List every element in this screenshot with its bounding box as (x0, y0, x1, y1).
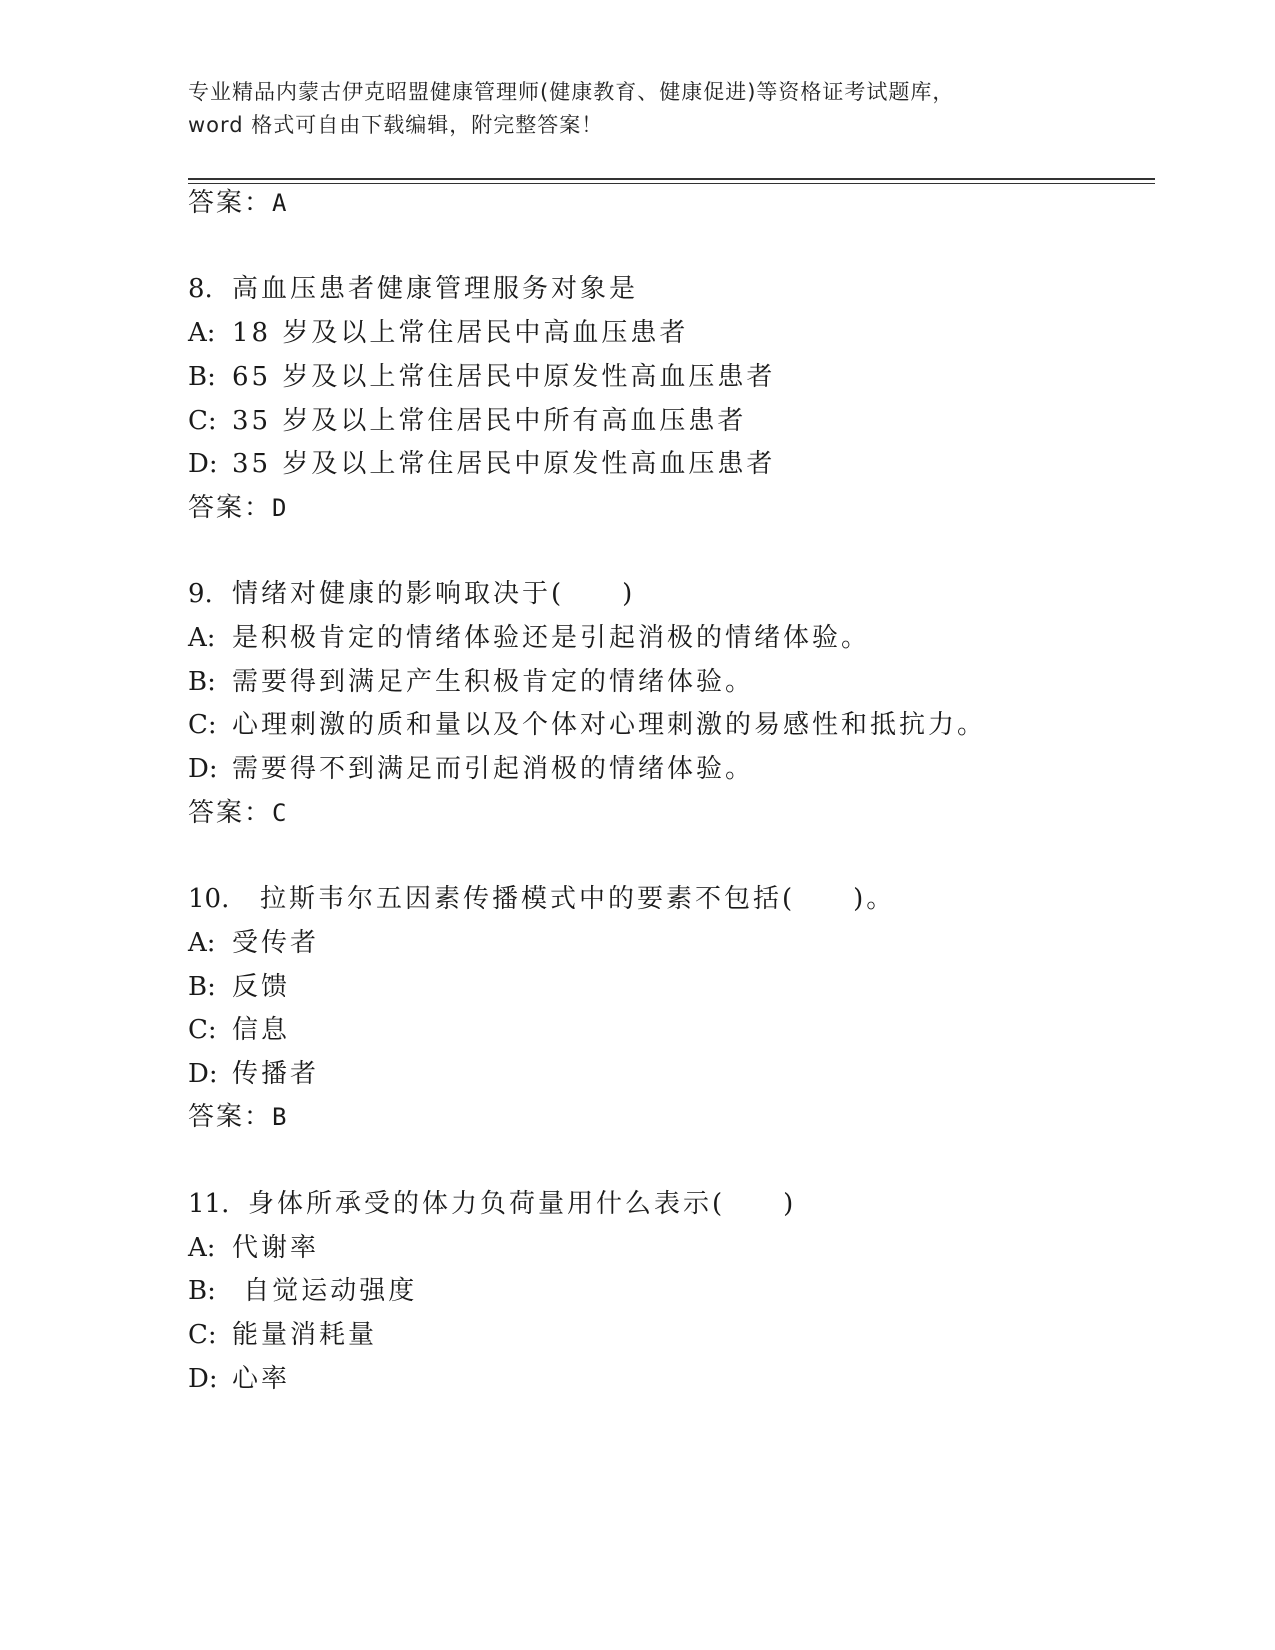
option-text: 心理刺激的质和量以及个体对心理刺激的易感性和抵抗力。 (232, 710, 987, 740)
option-key: D: (188, 1059, 218, 1089)
option-key: D: (188, 1364, 218, 1394)
option-line (188, 447, 775, 481)
question-number: 8. (188, 274, 213, 304)
option-line (188, 404, 746, 438)
question-text: 情绪对健康的影响取决于( ) (232, 579, 636, 609)
option-key: C: (188, 710, 217, 740)
option-line (188, 316, 688, 350)
option-text: 35 岁及以上常住居民中原发性高血压患者 (232, 449, 776, 479)
option-text: 能量消耗量 (232, 1320, 378, 1350)
question-stem (188, 882, 895, 916)
option-line (188, 1231, 319, 1265)
answer-line (188, 1100, 286, 1134)
option-line (188, 1013, 290, 1047)
question-stem (188, 272, 638, 306)
option-text: 65 岁及以上常住居民中原发性高血压患者 (232, 362, 776, 392)
option-key: D: (188, 449, 218, 479)
option-line (188, 752, 754, 786)
option-text: 自觉运动强度 (232, 1276, 418, 1306)
option-text: 信息 (232, 1015, 291, 1045)
option-key: A: (188, 623, 216, 653)
option-text: 心率 (232, 1364, 291, 1394)
option-key: C: (188, 406, 217, 436)
option-key: C: (188, 1320, 217, 1350)
answer-value: C (272, 799, 287, 827)
answer-line-prev (188, 186, 286, 220)
option-text: 代谢率 (232, 1233, 320, 1263)
question-stem (188, 1187, 796, 1221)
answer-label: 答案： (188, 493, 273, 523)
document-header (188, 76, 1088, 142)
option-line (188, 926, 319, 960)
option-key: D: (188, 754, 218, 784)
option-key: A: (188, 1233, 216, 1263)
header-line-2: word 格式可自由下载编辑，附完整答案！ (188, 113, 604, 137)
option-key: B: (188, 362, 216, 392)
option-key: B: (188, 972, 216, 1002)
answer-value: A (272, 189, 287, 217)
option-key: A: (188, 928, 216, 958)
option-key: A: (188, 318, 216, 348)
option-line (188, 1274, 417, 1308)
answer-value: D (272, 494, 287, 522)
answer-label: 答案： (188, 1102, 273, 1132)
question-stem (188, 577, 635, 611)
option-key: B: (188, 1276, 216, 1306)
question-number: 9. (188, 579, 213, 609)
option-text: 是积极肯定的情绪体验还是引起消极的情绪体验。 (232, 623, 871, 653)
question-number: 10. (188, 884, 230, 914)
option-line (188, 708, 986, 742)
answer-line (188, 491, 286, 525)
option-line (188, 1057, 319, 1091)
option-key: C: (188, 1015, 217, 1045)
question-text: 身体所承受的体力负荷量用什么表示( ) (248, 1189, 797, 1219)
option-text: 需要得到满足产生积极肯定的情绪体验。 (232, 667, 755, 697)
answer-label: 答案： (188, 188, 273, 218)
option-text: 传播者 (232, 1059, 320, 1089)
option-text: 反馈 (232, 972, 291, 1002)
question-text: 拉斯韦尔五因素传播模式中的要素不包括( )。 (260, 884, 896, 914)
question-text: 高血压患者健康管理服务对象是 (232, 274, 639, 304)
header-divider-thin (188, 183, 1155, 184)
option-line (188, 360, 775, 394)
question-number: 11. (188, 1189, 230, 1219)
option-text: 35 岁及以上常住居民中所有高血压患者 (232, 406, 747, 436)
answer-value: B (272, 1103, 287, 1131)
header-line-1: 专业精品内蒙古伊克昭盟健康管理师(健康教育、健康促进)等资格证考试题库， (188, 80, 955, 104)
option-line (188, 665, 754, 699)
answer-label: 答案： (188, 798, 273, 828)
option-text: 18 岁及以上常住居民中高血压患者 (232, 318, 689, 348)
option-line (188, 1318, 377, 1352)
option-line (188, 621, 870, 655)
answer-line (188, 796, 286, 830)
option-key: B: (188, 667, 216, 697)
option-text: 需要得不到满足而引起消极的情绪体验。 (232, 754, 755, 784)
option-line (188, 970, 290, 1004)
option-line (188, 1362, 290, 1396)
option-text: 受传者 (232, 928, 320, 958)
header-divider-thick (188, 178, 1155, 180)
